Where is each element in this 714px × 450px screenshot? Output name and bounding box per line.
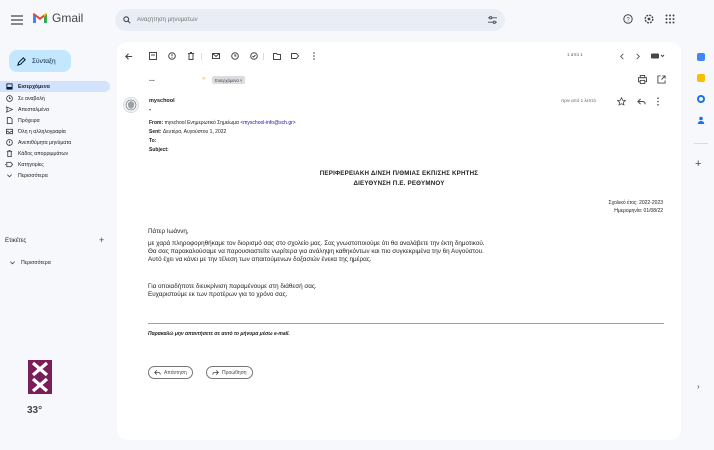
search-input[interactable]	[137, 17, 488, 23]
label-icon	[5, 161, 13, 169]
show-trimmed-content-icon[interactable]: ...	[149, 76, 155, 83]
sidebar-item-spam[interactable]	[0, 137, 110, 148]
letter-date: Ημερομηνία: 01/08/22	[614, 208, 663, 214]
sidebar-item-label: Σε αναβολή	[18, 95, 45, 102]
sidebar-item-drafts[interactable]	[0, 115, 110, 126]
letter-heading-2: ΔΙΕΥΘΥΝΣΗ Π.Ε. ΡΕΘΥΜΝΟΥ	[353, 180, 445, 187]
input-tools-icon[interactable]	[650, 51, 666, 61]
to-line	[149, 138, 156, 144]
show-details-icon[interactable]: ▾	[149, 107, 152, 112]
no-reply-notice: Παρακαλώ μην απαντήσετε σε αυτό το μήνυμα μέσω e-mail.	[148, 331, 290, 337]
svg-text:?: ?	[626, 17, 630, 24]
inbox-icon	[5, 83, 13, 91]
message-panel	[117, 42, 681, 440]
from-email-link[interactable]: <myschool-info@sch.gr>	[240, 120, 296, 126]
labels-more-item[interactable]	[3, 257, 113, 268]
print-icon[interactable]	[638, 75, 647, 84]
importance-marker-icon[interactable]: »	[202, 76, 206, 82]
add-to-tasks-icon[interactable]	[249, 51, 259, 61]
keep-app-icon[interactable]	[697, 74, 705, 82]
contacts-app-icon[interactable]	[697, 116, 705, 124]
gmail-m-icon	[32, 12, 48, 24]
pencil-icon	[17, 57, 26, 66]
sender-name[interactable]: myschool	[149, 98, 175, 104]
sender-logo-icon	[125, 99, 137, 111]
sent-line	[149, 129, 226, 135]
sidebar-item-label: Περισσότερα	[18, 172, 48, 179]
tasks-app-icon[interactable]	[697, 95, 705, 103]
open-in-new-window-icon[interactable]	[657, 75, 666, 84]
labels-heading: Ετικέτες	[5, 238, 27, 244]
back-arrow-icon[interactable]	[123, 51, 133, 61]
toolbar-divider	[263, 53, 264, 60]
sidebar-item-label: Κάδος απορριμμάτων	[18, 150, 69, 157]
subject-line	[149, 147, 169, 153]
message-time: πριν από 1 λεπτό	[561, 98, 597, 103]
from-value: myschool Ενημερωτικό Σημείωμα	[164, 120, 239, 126]
spam-icon	[5, 139, 13, 147]
body-paragraph: Αυτό έχει να κάνει με την τέλεση των απαιτούμενων δοξασιών ένεκα της ημέρας.	[148, 256, 372, 263]
settings-icon[interactable]	[644, 14, 654, 24]
from-label: From:	[149, 120, 164, 126]
sidebar-item-categories[interactable]	[0, 159, 110, 170]
chevron-down-icon	[8, 259, 16, 267]
search-bar[interactable]	[115, 9, 505, 31]
sender-avatar[interactable]	[123, 97, 139, 113]
star-icon[interactable]	[617, 97, 626, 106]
search-icon[interactable]	[123, 16, 131, 24]
reply-button[interactable]	[148, 366, 193, 379]
sidebar-item-inbox[interactable]	[0, 81, 110, 92]
forward-icon	[212, 369, 219, 376]
weather-widget-logo[interactable]	[28, 360, 52, 394]
sidebar-item-trash[interactable]	[0, 148, 110, 159]
pagination-text: 1 από 1	[567, 52, 583, 57]
show-side-panel-icon[interactable]: ›	[697, 382, 700, 391]
school-year: Σχολικό έτος: 2022-2023	[608, 200, 663, 206]
mark-unread-icon[interactable]	[211, 51, 221, 61]
archive-icon[interactable]	[148, 51, 158, 61]
sidebar-item-snoozed[interactable]	[0, 93, 110, 104]
to-label: To:	[149, 138, 157, 144]
from-line	[149, 120, 296, 126]
sent-label: Sent:	[149, 129, 162, 135]
compose-button[interactable]	[9, 50, 71, 72]
main-menu-icon[interactable]	[10, 14, 24, 26]
snooze-icon[interactable]	[230, 51, 240, 61]
sent-value: Δευτέρα, Αυγούστου 1, 2022	[162, 129, 227, 135]
sidebar-item-sent[interactable]	[0, 104, 110, 115]
app-name: Gmail	[52, 11, 84, 25]
forward-button[interactable]	[206, 366, 253, 379]
sidebar-item-label: Ανεπιθύμητα μηνύματα	[18, 139, 72, 146]
reply-icon	[154, 369, 161, 376]
label-chip[interactable]	[212, 76, 245, 84]
clock-icon	[5, 95, 13, 103]
sidebar-item-label: Απεσταλμένα	[18, 106, 50, 113]
gmail-logo[interactable]	[32, 11, 83, 25]
body-paragraph: Για οποιαδήποτε διευκρίνιση παραμένουμε στη διάθεσή σας.	[148, 283, 317, 290]
compose-label: Σύνταξη	[32, 57, 56, 65]
apps-grid-icon[interactable]	[665, 14, 675, 24]
weather-temperature: 33°	[27, 405, 43, 416]
search-options-icon[interactable]	[488, 16, 497, 24]
body-paragraph: Ευχαριστούμε εκ των προτέρων για το χρόνο σας.	[148, 291, 288, 298]
reply-icon[interactable]	[637, 97, 646, 106]
greeting: Πάτερ Ιωάννη,	[148, 228, 189, 235]
chevron-down-icon	[5, 172, 13, 180]
sidebar-item-label: Εισερχόμενα	[18, 83, 50, 90]
draft-icon	[5, 117, 13, 125]
sidebar-item-label: Κατηγορίες	[18, 161, 44, 168]
report-spam-icon[interactable]	[167, 51, 177, 61]
label-as-icon[interactable]	[290, 51, 300, 61]
sidebar-item-all-mail[interactable]	[0, 126, 110, 137]
letter-heading-1: ΠΕΡΙΦΕΡΕΙΑΚΗ Δ/ΝΣΗ Π/ΘΜΙΑΣ ΕΚΠ/ΣΗΣ ΚΡΗΤΗΣ	[319, 170, 479, 177]
calendar-app-icon[interactable]	[697, 53, 705, 61]
subject-label: Subject:	[149, 147, 169, 153]
more-vert-icon[interactable]	[309, 51, 319, 61]
get-addons-icon[interactable]: +	[695, 158, 702, 170]
label-chip-text: Εισερχόμενα ×	[215, 77, 243, 83]
older-chevron-icon[interactable]	[633, 51, 643, 61]
all-mail-icon	[5, 128, 13, 136]
add-label-icon[interactable]: +	[99, 235, 105, 245]
body-paragraph: Θα σας παρακαλούσαμε να παρουσιαστείτε νωρίτερα για ανάληψη καθηκόντων και πιο συγκεκριμένα την 6η Αυγούστου.	[148, 248, 484, 255]
rail-divider	[694, 143, 708, 144]
reply-label: Απάντηση	[164, 369, 187, 376]
signature-divider	[148, 323, 664, 324]
forward-label: Προώθηση	[222, 369, 247, 376]
body-paragraph: με χαρά πληροφορηθήκαμε τον διορισμό σας στο σχολείο μας. Σας γνωστοποιούμε ότι θα αναλάβετε την έκτη δημοτικού.	[148, 240, 485, 247]
trash-icon	[5, 150, 13, 158]
help-icon[interactable]	[623, 14, 633, 24]
sidebar-item-label: Όλη η αλληλογραφία	[18, 128, 66, 135]
sidebar-item-label: Πρόχειρα	[18, 117, 40, 124]
sidebar-item-more[interactable]	[0, 170, 110, 181]
message-more-vert-icon[interactable]	[656, 97, 660, 106]
toolbar-divider	[201, 53, 202, 60]
delete-icon[interactable]	[186, 51, 196, 61]
move-to-icon[interactable]	[272, 51, 282, 61]
send-icon	[5, 106, 13, 114]
sidebar-item-label: Περισσότερα	[21, 259, 51, 266]
newer-chevron-icon[interactable]	[617, 51, 627, 61]
